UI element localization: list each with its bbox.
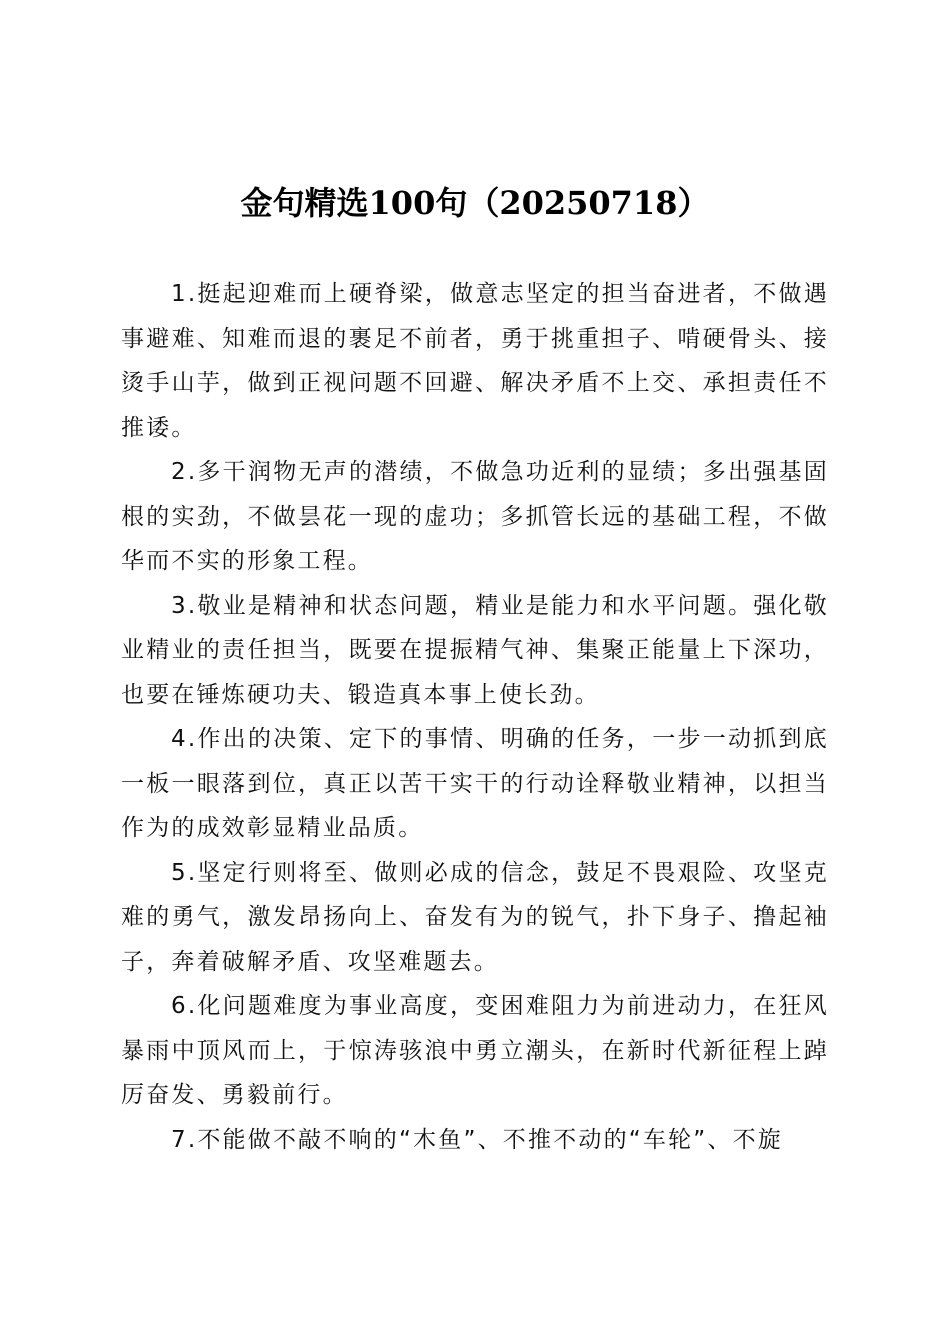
paragraph-1: 1.挺起迎难而上硬脊梁，做意志坚定的担当奋进者，不做遇事避难、知难而退的裹足不前者，勇于挑重担子、啃硬骨头、接烫手山芋，做到正视问题不回避、解决矛盾不上交、承担责任不推诿。 xyxy=(121,281,829,441)
paragraph-7: 7.不能做不敲不响的“木鱼”、不推不动的“车轮”、不旋 xyxy=(171,1126,784,1153)
paragraph-4: 4.作出的决策、定下的事情、明确的任务，一步一动抓到底一板一眼落到位，真正以苦干实干的行动诠释敬业精神，以担当作为的成效彰显精业品质。 xyxy=(121,726,829,841)
document-body xyxy=(121,272,829,1162)
paragraph-6: 6.化问题难度为事业高度，变困难阻力为前进动力，在狂风暴雨中顶风而上，于惊涛骇浪中勇立潮头，在新时代新征程上踔厉奋发、勇毅前行。 xyxy=(121,993,829,1108)
document-title: 金句精选100句（20250718） xyxy=(240,184,710,222)
paragraph-3: 3.敬业是精神和状态问题，精业是能力和水平问题。强化敬业精业的责任担当，既要在提振精气神、集聚正能量上下深功，也要在锤炼硬功夫、锻造真本事上使长劲。 xyxy=(121,592,829,708)
paragraph-5: 5.坚定行则将至、做则必成的信念，鼓足不畏艰险、攻坚克难的勇气，激发昂扬向上、奋发有为的锐气，扑下身子、撸起袖子，奔着破解矛盾、攻坚难题去。 xyxy=(121,859,829,975)
paragraph-2: 2.多干润物无声的潜绩，不做急功近利的显绩；多出强基固根的实劲，不做昙花一现的虚功；多抓管长远的基础工程，不做华而不实的形象工程。 xyxy=(121,459,829,574)
